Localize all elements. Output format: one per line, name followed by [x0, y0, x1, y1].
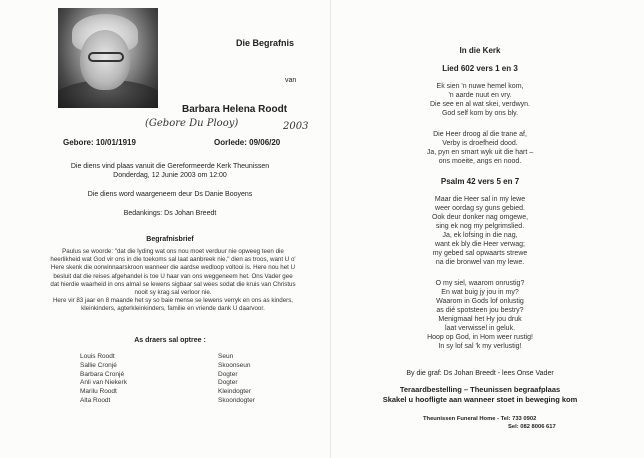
letter-line: Here skenk die oorwinnaarskroon wanneer die aardse wedloop voltooi is. Here nou het U	[50, 264, 296, 272]
page-fold	[330, 0, 331, 458]
verse-line: Ja, pyn en smart wyk uit die hart –	[426, 149, 534, 156]
verse-line: Hoop op God, in Hom weer rustig!	[427, 334, 533, 341]
verse-line: Menigmaal het Hy jou druk	[438, 316, 522, 323]
letter-line: dat hierdie waarheid in ons almal se lewens sigbaar sal wees sodat die kruis van Christus	[50, 280, 296, 288]
bearer-name: Anli van Niekerk	[80, 379, 127, 387]
hymn-1-verse-1	[380, 82, 580, 118]
bearer-relation: Skoonseun	[218, 361, 251, 369]
bearer-relation: Skoondogter	[218, 396, 255, 404]
verse-line: En wat buig jy jou in my?	[441, 289, 519, 296]
letter-line: Paulus se woorde: "dat die lyding wat ons nou moet verduur nie opweeg teen die	[62, 248, 284, 255]
letter-line: heerlikheid wat God vir ons in die toekoms sal laat aanbreek nie," dien as troos, want U o'	[50, 256, 296, 264]
funeral-title: Die Begrafnis	[236, 38, 295, 48]
verse-line: as dié spotsteen jou bestry?	[436, 307, 524, 314]
verse-line: ons moeite, angs en nood.	[438, 158, 522, 165]
hymn-2-verse-1	[380, 195, 580, 267]
bearer-name: Louis Roodt	[80, 353, 115, 360]
portrait-photo	[58, 8, 158, 108]
thanks-line: Bedankings: Ds Johan Breedt	[123, 210, 217, 217]
deceased-name: Barbara Helena Roodt	[182, 104, 288, 115]
hymn-1-verse-2	[380, 130, 580, 166]
hymn-2-verse-2	[380, 279, 580, 351]
verse-line: sing ek nog my pelgrimslied.	[435, 223, 525, 230]
bearer-name: Sallie Cronjé	[80, 361, 117, 369]
verse-line: Waarom in Gods lof onlustig	[436, 298, 524, 305]
verse-line: Ja, ek lofsing in die nag,	[442, 232, 518, 239]
letter-line: Here vir 83 jaar en 8 maande het sy so baie mense se lewens verryk en ons as kinders,	[52, 297, 294, 305]
verse-line: my gebed sal opwaarts strewe	[432, 250, 528, 257]
service-location: Die diens vind plaas vanuit die Gereformeerde Kerk Theunissen	[70, 163, 270, 170]
handwritten-maiden-name: (Gebore Du Plooy)	[145, 118, 239, 129]
van-label: van	[285, 77, 297, 84]
verse-line: O my siel, waarom onrustig?	[435, 280, 525, 287]
church-heading: In die Kerk	[459, 46, 501, 55]
graveside-line: By die graf: Ds Johan Breedt - lees Onse Vader	[406, 370, 554, 377]
officiant: Die diens word waargeneem deur Ds Danie Booyens	[87, 191, 253, 198]
verse-line: Die Heer droog al die trane af,	[433, 131, 527, 138]
verse-line: Maar die Heer sal in my lewe	[434, 196, 526, 203]
verse-line: na die bronwel van my lewe.	[435, 259, 525, 266]
bearer-relation: Kleindogter	[218, 388, 251, 396]
bearer-relation: Dogter	[218, 370, 238, 378]
verse-line: Die see en al wat skei, verdwyn.	[430, 101, 530, 108]
bearers-names	[80, 353, 127, 406]
funeral-home-contact: Theunissen Funeral Home - Tel: 733 0902	[423, 416, 537, 422]
hymn-2-title: Psalm 42 vers 5 en 7	[440, 177, 520, 186]
funeral-letter	[28, 248, 318, 314]
bearers-relations	[218, 353, 255, 406]
service-date: Donderdag, 12 Junie 2003 om 12:00	[113, 172, 227, 179]
bearers-heading: As draers sal optree :	[134, 337, 206, 344]
funeral-home-cell: Sel: 082 8006 617	[508, 424, 556, 430]
headlights-notice: Skakel u hoofligte aan wanneer stoet in beweging kom	[382, 395, 578, 404]
bearer-relation: Dogter	[218, 379, 238, 387]
verse-line: want ek bly die Heer verwag;	[435, 241, 525, 248]
verse-line: Ook deur donker nag omgewe,	[431, 214, 529, 221]
letter-line: besluit dat die reises afgehandel is toe U haar van ons weggeneem het. Ons Vader gee	[53, 272, 293, 280]
verse-line: Ek sien 'n nuwe hemel kom,	[436, 83, 524, 90]
birth-date: Gebore: 10/01/1919	[63, 138, 136, 147]
burial-line: Teraardbestelling – Theunissen begraafplaas	[399, 385, 561, 394]
death-date: Oorlede: 09/06/20	[214, 138, 281, 147]
bearer-name: Marilu Roodt	[80, 388, 117, 396]
bearer-name: Barbara Cronjé	[80, 370, 125, 378]
verse-line: God self kom by ons bly.	[441, 110, 519, 117]
letter-heading: Begrafnisbrief	[146, 236, 194, 243]
letter-line: nooit sy krag sal verloor nie.	[134, 289, 212, 297]
verse-line: laat verwissel in geluk.	[444, 325, 516, 332]
verse-line: weer oordag sy guns gebied.	[435, 205, 525, 212]
handwritten-year: 2003	[283, 121, 309, 132]
bearer-name: Alta Roodt	[80, 396, 111, 404]
verse-line: Verby is droefheid dood.	[442, 140, 518, 147]
letter-line: kleinkinders, agterkleinkinders, familie en vriende dank U daarvoor.	[81, 305, 265, 313]
bearer-relation: Seun	[218, 353, 234, 360]
verse-line: In sy lof sal 'k my verlustig!	[438, 343, 522, 350]
hymn-1-title: Lied 602 vers 1 en 3	[442, 64, 518, 73]
verse-line: 'n aarde nuut en vry.	[448, 92, 512, 99]
